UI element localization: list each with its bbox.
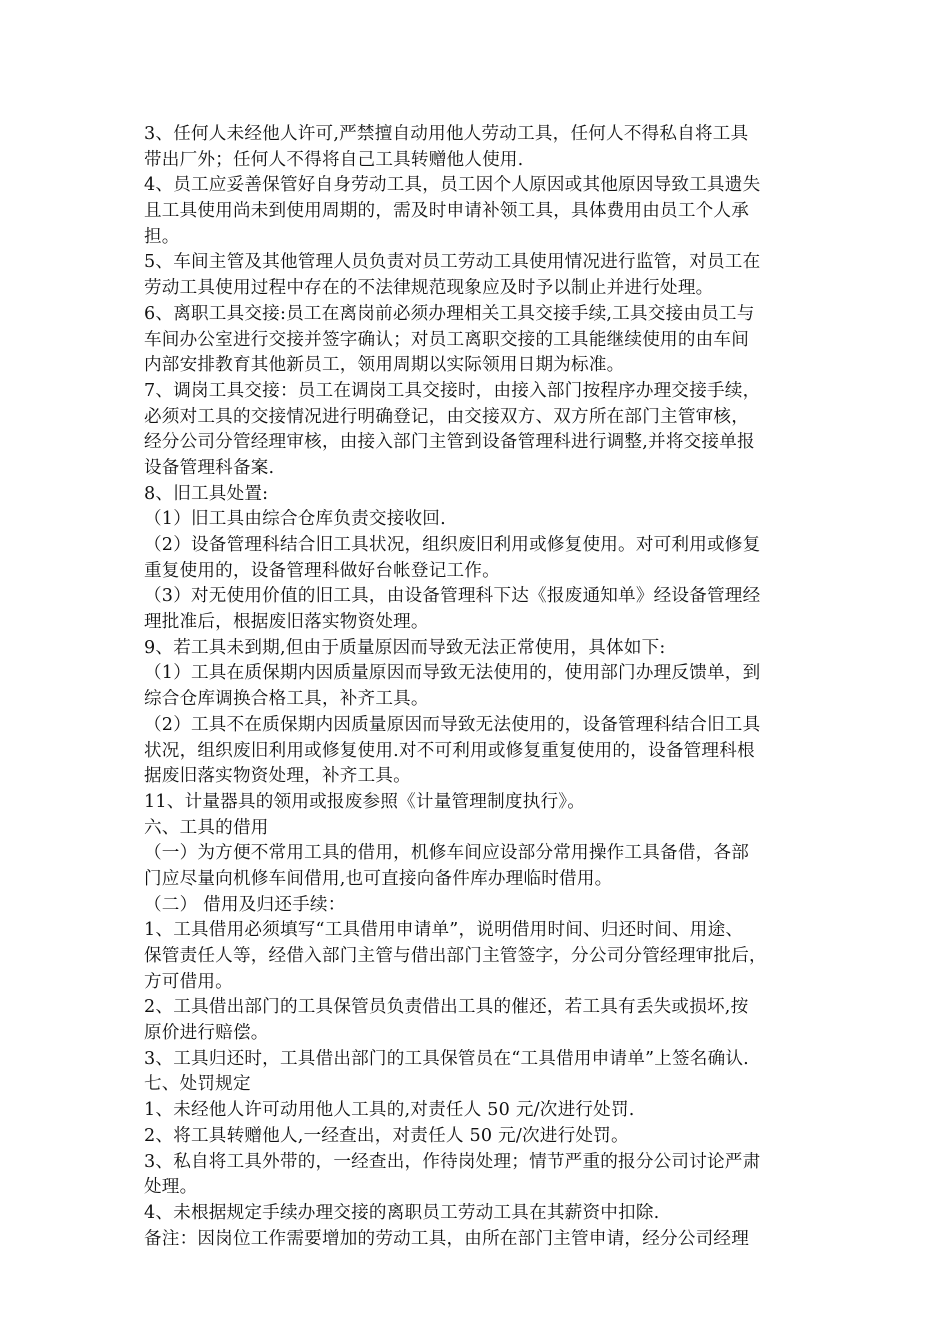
- text-line: 担。: [144, 226, 180, 247]
- text-line: 带出厂外；任何人不得将自己工具转赠他人使用.: [144, 149, 524, 170]
- text-line: 理批准后，根据废旧落实物资处理。: [144, 612, 429, 633]
- text-line: 六、工具的借用: [144, 817, 269, 838]
- text-line: 车间办公室进行交接并签字确认；对员工离职交接的工具能继续使用的由车间: [144, 329, 749, 350]
- text-line: 4、未根据规定手续办理交接的离职员工劳动工具在其薪资中扣除.: [144, 1202, 660, 1223]
- text-line: 4、员工应妥善保管好自身劳动工具，员工因个人原因或其他原因导致工具遗失: [144, 175, 761, 196]
- text-line: 原价进行赔偿。: [144, 1023, 269, 1044]
- text-line: 据废旧落实物资处理，补齐工具。: [144, 766, 411, 787]
- text-line: （2）设备管理科结合旧工具状况，组织废旧利用或修复使用。对可利用或修复: [144, 535, 761, 555]
- text-line: （1）旧工具由综合仓库负责交接收回.: [144, 509, 446, 530]
- text-line: 方可借用。: [144, 971, 233, 992]
- text-line: 七、处罚规定: [144, 1074, 251, 1095]
- text-line: 6、离职工具交接:员工在离岗前必须办理相关工具交接手续,工具交接由员工与: [144, 303, 755, 324]
- text-line: 状况，组织废旧利用或修复使用.对不可利用或修复重复使用的，设备管理科根: [144, 740, 755, 761]
- text-line: （2）工具不在质保期内因质量原因而导致无法使用的，设备管理科结合旧工具: [144, 714, 761, 735]
- text-line: 3、私自将工具外带的，一经查出，作待岗处理；情节严重的报分公司讨论严肃: [144, 1151, 761, 1172]
- text-line: 设备管理科备案.: [144, 457, 275, 478]
- text-line: 2、将工具转赠他人,一经查出，对责任人 50 元/次进行处罚。: [144, 1125, 629, 1146]
- text-line: （1）工具在质保期内因质量原因而导致无法使用的，使用部门办理反馈单，到: [144, 663, 761, 684]
- text-line: （二） 借用及归还手续：: [144, 894, 346, 915]
- text-line: 劳动工具使用过程中存在的不法律规范现象应及时予以制止并进行处理。: [144, 278, 714, 299]
- text-line: 2、工具借出部门的工具保管员负责借出工具的催还，若工具有丢失或损坏,按: [144, 997, 749, 1018]
- text-line: 7、调岗工具交接：员工在调岗工具交接时，由接入部门按程序办理交接手续，: [144, 380, 761, 401]
- text-line: 1、工具借用必须填写“工具借用申请单”，说明借用时间、归还时间、用途、: [144, 920, 744, 941]
- text-line: 经分公司分管经理审核，由接入部门主管到设备管理科进行调整,并将交接单报: [144, 432, 755, 453]
- text-line: 内部安排教育其他新员工，领用周期以实际领用日期为标准。: [144, 355, 625, 376]
- document-body: [144, 122, 812, 1252]
- text-line: 1、未经他人许可动用他人工具的,对责任人 50 元/次进行处罚.: [144, 1100, 635, 1121]
- text-line: 门应尽量向机修车间借用,也可直接向备件库办理临时借用。: [144, 868, 613, 889]
- text-line: 5、车间主管及其他管理人员负责对员工劳动工具使用情况进行监管，对员工在: [144, 252, 761, 273]
- text-line: 且工具使用尚未到使用周期的，需及时申请补领工具，具体费用由员工个人承: [144, 201, 749, 222]
- text-line: （3）对无使用价值的旧工具，由设备管理科下达《报废通知单》经设备管理经: [144, 586, 761, 607]
- text-line: 重复使用的，设备管理科做好台帐登记工作。: [144, 560, 500, 581]
- text-line: 综合仓库调换合格工具，补齐工具。: [144, 689, 429, 710]
- text-line: 3、工具归还时，工具借出部门的工具保管员在“工具借用申请单”上签名确认.: [144, 1048, 749, 1069]
- text-line: 必须对工具的交接情况进行明确登记，由交接双方、双方所在部门主管审核，: [144, 406, 749, 427]
- text-line: 11、计量器具的领用或报废参照《计量管理制度执行》。: [144, 791, 586, 812]
- text-line: （一）为方便不常用工具的借用，机修车间应设部分常用操作工具备借，各部: [144, 843, 749, 864]
- text-line: 保管责任人等，经借入部门主管与借出部门主管签字，分公司分管经理审批后，: [144, 946, 767, 966]
- text-line: 8、旧工具处置:: [144, 483, 269, 504]
- text-line: 处理。: [144, 1177, 198, 1198]
- text-line: 3、任何人未经他人许可,严禁擅自动用他人劳动工具，任何人不得私自将工具: [144, 124, 749, 144]
- text-line: 备注：因岗位工作需要增加的劳动工具，由所在部门主管申请，经分公司经理: [144, 1228, 749, 1249]
- text-line: 9、若工具未到期,但由于质量原因而导致无法正常使用，具体如下:: [144, 637, 666, 658]
